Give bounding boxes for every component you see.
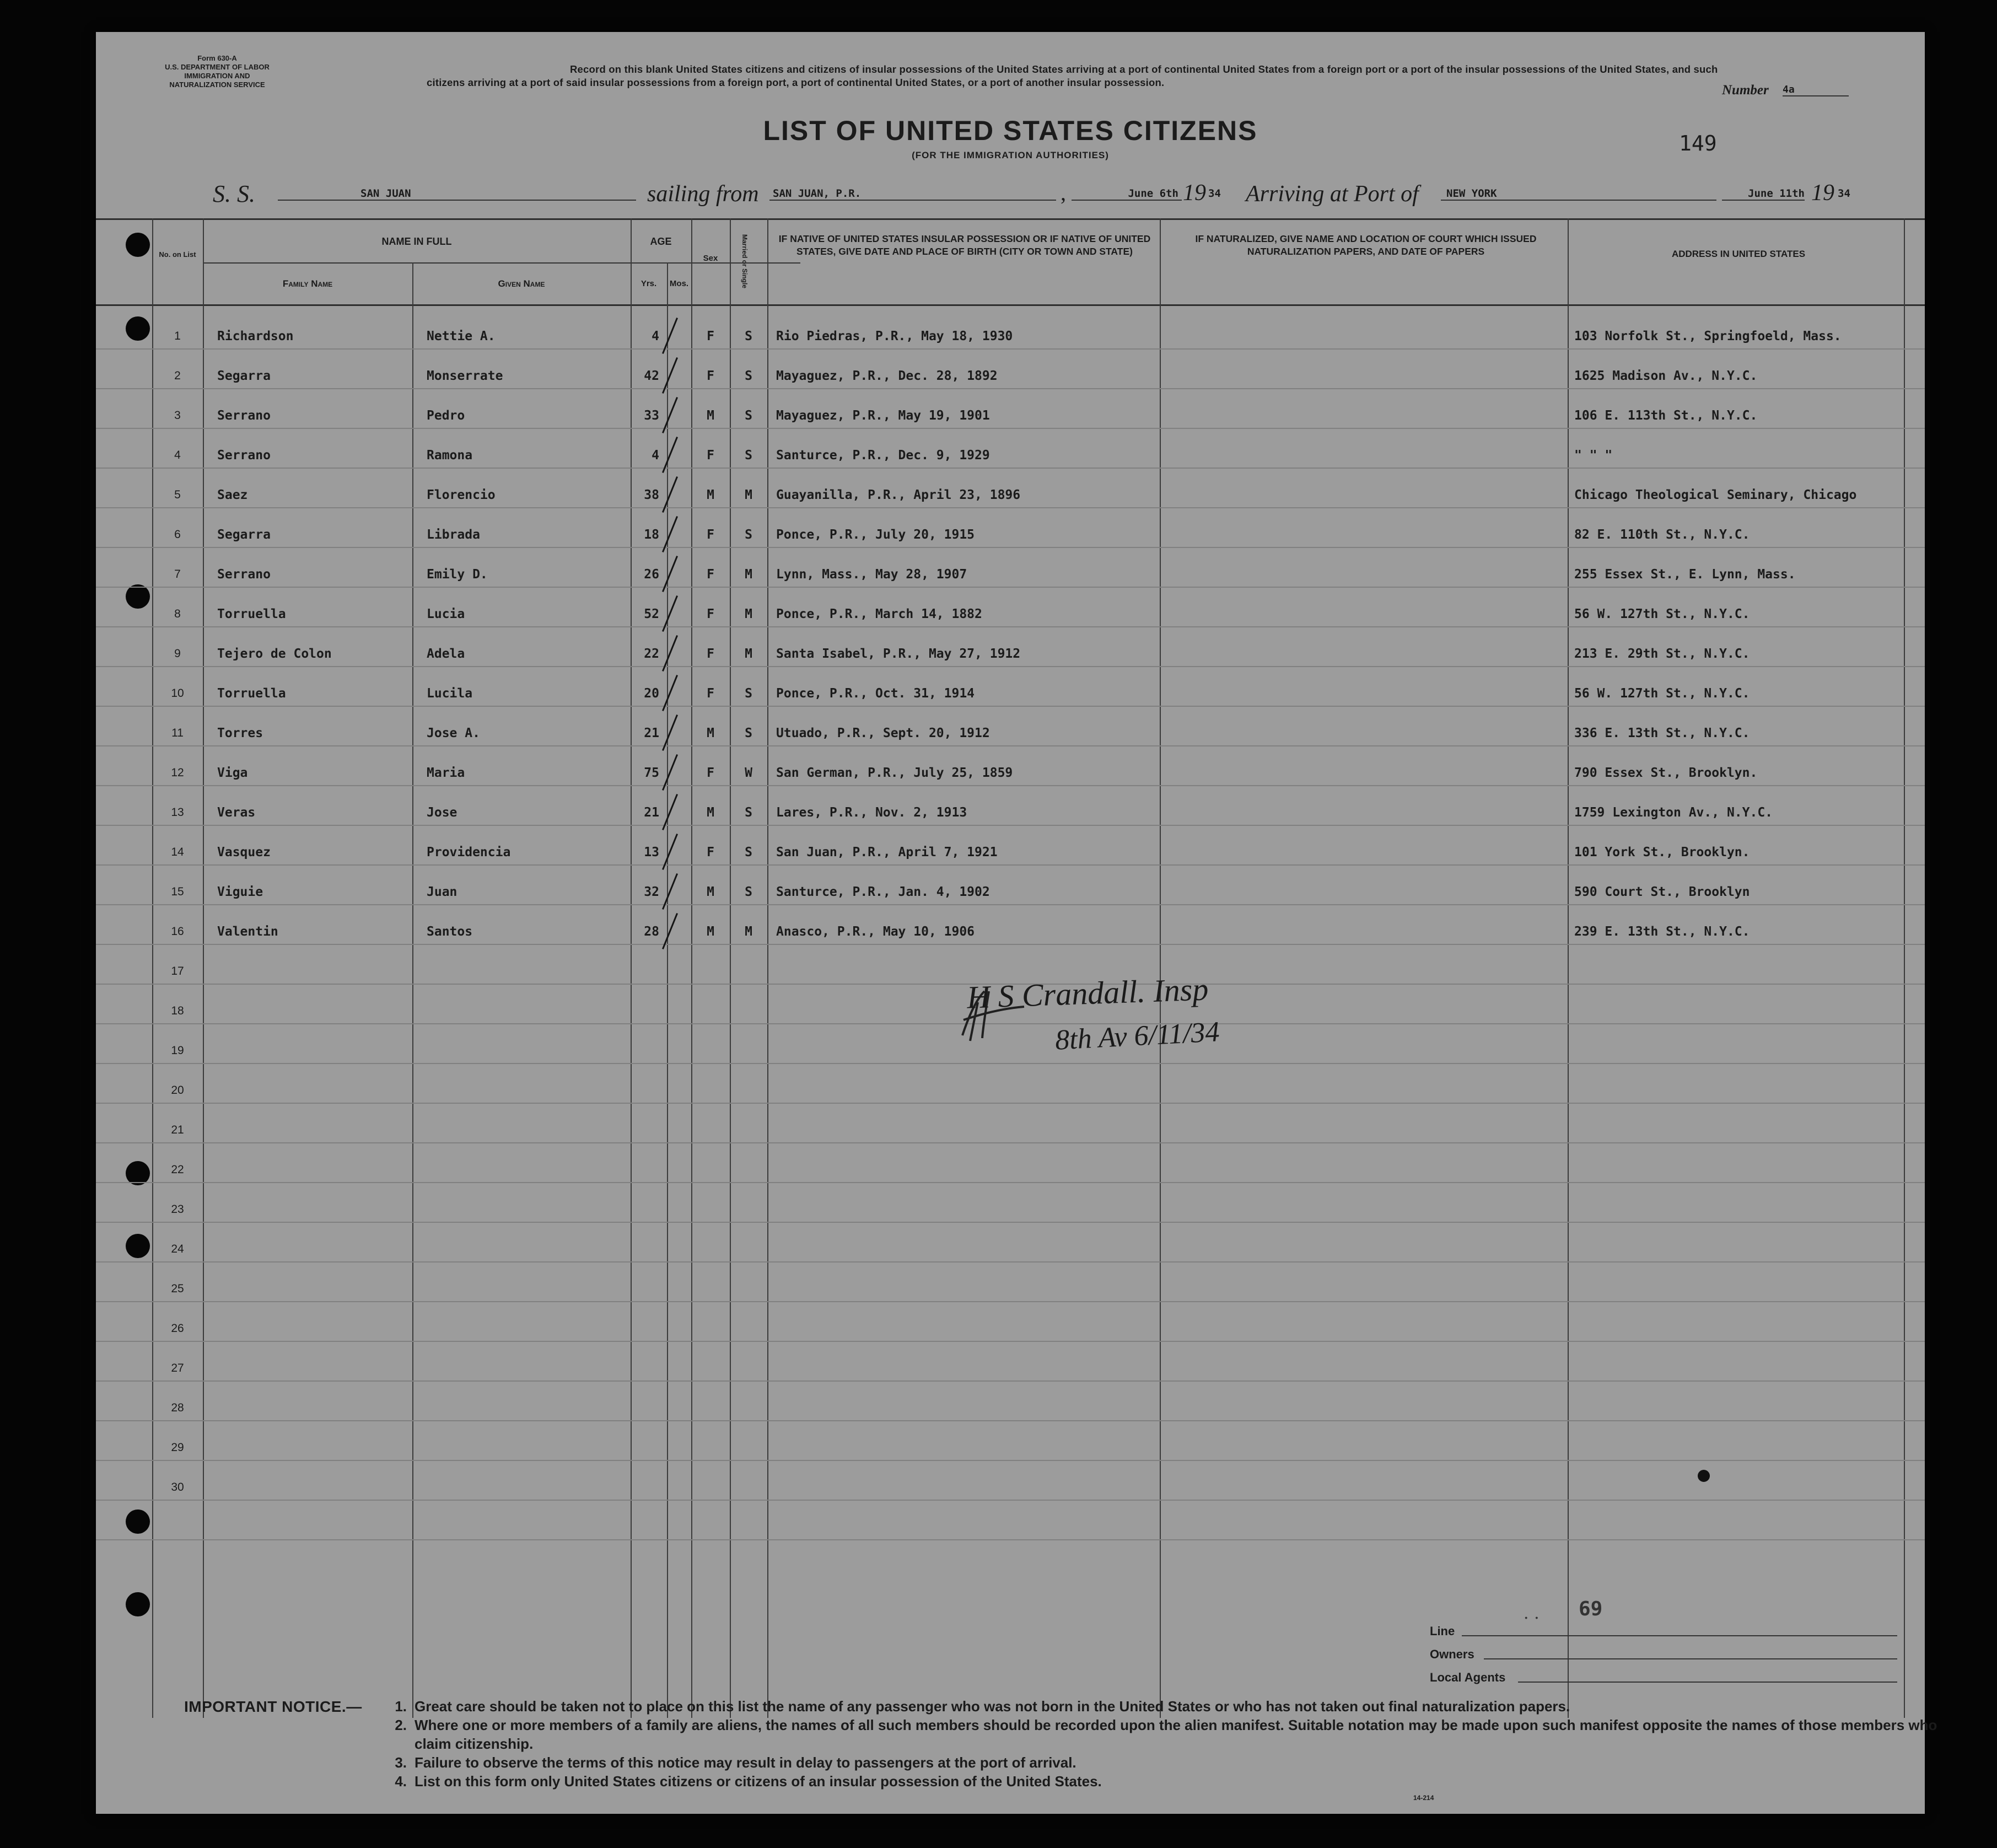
col-divider: [1160, 218, 1161, 1718]
cell-given: Pedro: [427, 409, 465, 423]
row-rule: [96, 1460, 1925, 1461]
cell-address: 790 Essex St., Brooklyn.: [1574, 766, 1758, 780]
notice-item-number: 4.: [395, 1773, 407, 1790]
cell-no: 10: [171, 687, 184, 700]
notice-item: [391, 1716, 1968, 1753]
header-given-name: Given Name: [498, 278, 545, 289]
row-rule: [96, 864, 1925, 866]
row-rule: [96, 785, 1925, 786]
empty-row-number: 27: [171, 1362, 184, 1374]
row-rule: [96, 825, 1925, 826]
cell-yrs: 4: [652, 329, 659, 343]
cell-birth: Santurce, P.R., Dec. 9, 1929: [776, 448, 990, 463]
cell-birth: Mayaguez, P.R., May 19, 1901: [776, 409, 990, 423]
cell-birth: Santurce, P.R., Jan. 4, 1902: [776, 885, 990, 899]
cell-sex: M: [707, 925, 714, 939]
cell-no: 12: [171, 766, 184, 779]
cell-birth: Santa Isabel, P.R., May 27, 1912: [776, 647, 1021, 661]
col-divider: [203, 218, 204, 1718]
row-rule: [96, 1420, 1925, 1421]
row-rule: [96, 428, 1925, 429]
cell-family: Tejero de Colon: [217, 647, 332, 661]
manifest-sheet: [96, 32, 1937, 1814]
cell-family: Saez: [217, 488, 248, 502]
arrival-date: June 11th: [1722, 187, 1805, 201]
cell-family: Serrano: [217, 567, 271, 582]
cell-family: Torruella: [217, 686, 286, 701]
cell-ms: S: [745, 885, 752, 899]
cell-no: 6: [174, 528, 181, 541]
local-agents-label: Local Agents: [1430, 1670, 1506, 1684]
cell-birth: Ponce, P.R., March 14, 1882: [776, 607, 982, 621]
page-subtitle: (FOR THE IMMIGRATION AUTHORITIES): [912, 150, 1109, 160]
row-rule: [96, 1222, 1925, 1223]
empty-row-number: 22: [171, 1163, 184, 1176]
cell-yrs: 26: [644, 567, 659, 582]
row-rule: [96, 348, 1925, 350]
notice-label: IMPORTANT NOTICE.—: [184, 1698, 362, 1715]
cell-sex: F: [707, 607, 714, 621]
cell-yrs: 75: [644, 766, 659, 780]
cell-sex: F: [707, 766, 714, 780]
cell-yrs: 42: [644, 369, 659, 383]
row-rule: [96, 904, 1925, 905]
cell-birth: Lynn, Mass., May 28, 1907: [776, 567, 967, 582]
page-title: LIST OF UNITED STATES CITIZENS: [763, 115, 1258, 146]
punch-hole: [126, 1509, 150, 1534]
cell-given: Providencia: [427, 845, 511, 859]
row-rule: [96, 706, 1925, 707]
cell-sex: M: [707, 409, 714, 423]
cell-yrs: 4: [652, 448, 659, 463]
cell-sex: F: [707, 647, 714, 661]
cell-given: Monserrate: [427, 369, 503, 383]
notice-list: [391, 1697, 1968, 1791]
table-top-rule: [96, 218, 1925, 220]
ss-label: S. S.: [213, 180, 255, 207]
notice-item: [391, 1753, 1968, 1772]
col-divider: [767, 218, 768, 1718]
cell-family: Segarra: [217, 528, 271, 542]
notice-item-text: Failure to observe the terms of this notice may result in delay to passengers at the port of arrival.: [415, 1754, 1076, 1771]
cell-family: Valentin: [217, 925, 278, 939]
cell-given: Ramona: [427, 448, 473, 463]
row-rule: [96, 547, 1925, 548]
empty-row-number: 23: [171, 1203, 184, 1216]
sail-date: June 6th: [1072, 187, 1182, 201]
cell-ms: M: [745, 488, 752, 502]
cell-yrs: 21: [644, 726, 659, 740]
inspector-signature-date: 8th Av 6/11/34: [1054, 1016, 1220, 1056]
cell-birth: Anasco, P.R., May 10, 1906: [776, 925, 975, 939]
notice-item-number: 2.: [395, 1717, 407, 1733]
punch-hole: [126, 233, 150, 257]
cell-no: 8: [174, 608, 181, 620]
cell-no: 3: [174, 409, 181, 422]
cell-sex: M: [707, 726, 714, 740]
line-underline: [1462, 1635, 1897, 1636]
line-label: Line: [1430, 1624, 1455, 1638]
notice-item-text: Great care should be taken not to place on this list the name of any passenger who was not born in the United States or who has not taken out final naturalization papers.: [415, 1698, 1570, 1715]
cell-no: 4: [174, 449, 181, 461]
arrival-port: NEW YORK: [1441, 187, 1716, 201]
row-rule: [96, 468, 1925, 469]
cell-given: Florencio: [427, 488, 496, 502]
cell-sex: M: [707, 488, 714, 502]
cell-sex: F: [707, 448, 714, 463]
cell-ms: W: [745, 766, 752, 780]
cell-address: 255 Essex St., E. Lynn, Mass.: [1574, 567, 1796, 582]
header-name-in-full: NAME IN FULL: [381, 236, 452, 247]
cell-sex: M: [707, 805, 714, 820]
header-married-or-single: Married or Single: [741, 234, 749, 289]
cell-no: 9: [174, 647, 181, 660]
cell-no: 16: [171, 925, 184, 938]
sailing-from-label: sailing from: [647, 181, 759, 207]
cell-yrs: 32: [644, 885, 659, 899]
punch-hole: [126, 316, 150, 341]
cell-given: Juan: [427, 885, 457, 899]
cell-birth: Rio Piedras, P.R., May 18, 1930: [776, 329, 1013, 343]
cell-family: Richardson: [217, 329, 294, 343]
cell-given: Nettie A.: [427, 329, 496, 343]
number-value: 4a: [1783, 84, 1849, 96]
cell-yrs: 52: [644, 607, 659, 621]
row-rule: [96, 388, 1925, 389]
row-rule: [96, 1301, 1925, 1302]
form-id-line: NATURALIZATION SERVICE: [169, 80, 265, 89]
cell-address: 239 E. 13th St., N.Y.C.: [1574, 925, 1750, 939]
cell-family: Vasquez: [217, 845, 271, 859]
cell-birth: San German, P.R., July 25, 1859: [776, 766, 1013, 780]
cell-ms: M: [745, 567, 752, 582]
local-agents-underline: [1518, 1682, 1897, 1683]
cell-given: Lucia: [427, 607, 465, 621]
col-divider: [631, 218, 632, 1718]
row-rule: [96, 626, 1925, 627]
punch-hole: [126, 1592, 150, 1616]
cell-given: Maria: [427, 766, 465, 780]
cell-yrs: 38: [644, 488, 659, 502]
row-rule: [96, 587, 1925, 588]
empty-row-number: 21: [171, 1124, 184, 1136]
row-rule: [96, 507, 1925, 508]
row-rule: [96, 1182, 1925, 1183]
number-label: Number: [1722, 83, 1769, 98]
header-native-birth: IF NATIVE OF UNITED STATES INSULAR POSSESSION OR IF NATIVE OF UNITED STATES, GIVE DATE AND PLACE OF BIRTH (CITY OR TOWN AND STATE): [778, 233, 1151, 257]
cell-given: Emily D.: [427, 567, 488, 582]
header-naturalized: IF NATURALIZED, GIVE NAME AND LOCATION OF COURT WHICH ISSUED NATURALIZATION PAPERS, AND DATE OF PAPERS: [1195, 233, 1537, 257]
cell-birth: San Juan, P.R., April 7, 1921: [776, 845, 998, 859]
sail-year-prefix: 19: [1183, 180, 1206, 206]
empty-row-number: 19: [171, 1044, 184, 1057]
cell-address: 590 Court St., Brooklyn: [1574, 885, 1750, 899]
cell-ms: M: [745, 925, 752, 939]
notice-item-text: Where one or more members of a family are aliens, the names of all such members should be recorded upon the alien manifest. Suitable notation may be made upon such manifest opposite the names of those members who claim citizenship.: [415, 1717, 1937, 1752]
cell-birth: Guayanilla, P.R., April 23, 1896: [776, 488, 1021, 502]
ship-name: SAN JUAN: [278, 187, 636, 201]
cell-ms: S: [745, 329, 752, 343]
cell-given: Adela: [427, 647, 465, 661]
cell-address: Chicago Theological Seminary, Chicago: [1574, 488, 1857, 502]
notice-label-text: IMPORTANT NOTICE.: [184, 1698, 347, 1715]
cell-address: 82 E. 110th St., N.Y.C.: [1574, 528, 1750, 542]
cell-family: Serrano: [217, 448, 271, 463]
punch-hole: [126, 1234, 150, 1258]
empty-row-number: 20: [171, 1084, 184, 1097]
cell-address: 56 W. 127th St., N.Y.C.: [1574, 607, 1750, 621]
cell-no: 13: [171, 806, 184, 819]
row-rule: [96, 1261, 1925, 1263]
inspector-signature: H S Crandall. Insp: [966, 971, 1209, 1016]
cell-family: Torres: [217, 726, 263, 740]
cell-family: Veras: [217, 805, 256, 820]
cell-address: 101 York St., Brooklyn.: [1574, 845, 1750, 859]
cell-address: 213 E. 29th St., N.Y.C.: [1574, 647, 1750, 661]
col-divider: [691, 218, 692, 1718]
empty-row-number: 28: [171, 1401, 184, 1414]
cell-ms: S: [745, 369, 752, 383]
cell-ms: S: [745, 726, 752, 740]
header-family-name: Family Name: [282, 278, 333, 289]
cell-yrs: 13: [644, 845, 659, 859]
cell-sex: F: [707, 329, 714, 343]
cell-family: Viga: [217, 766, 248, 780]
cell-given: Librada: [427, 528, 480, 542]
col-divider: [730, 218, 731, 1718]
notice-item: [391, 1772, 1968, 1791]
empty-row-number: 25: [171, 1282, 184, 1295]
header-sex: Sex: [703, 254, 718, 263]
cell-family: Viguie: [217, 885, 263, 899]
cell-ms: S: [745, 409, 752, 423]
table-header-rule: [96, 304, 1925, 306]
cell-ms: M: [745, 607, 752, 621]
cell-no: 1: [174, 330, 181, 342]
cell-sex: F: [707, 845, 714, 859]
cell-ms: M: [745, 647, 752, 661]
empty-row-number: 24: [171, 1243, 184, 1255]
cell-ms: S: [745, 528, 752, 542]
empty-row-number: 29: [171, 1441, 184, 1454]
stamp-number: 69: [1579, 1598, 1603, 1620]
cell-yrs: 22: [644, 647, 659, 661]
form-id-line: Form 630-A: [197, 54, 237, 62]
row-rule: [96, 1539, 1925, 1540]
cell-birth: Utuado, P.R., Sept. 20, 1912: [776, 726, 990, 740]
punch-hole: [126, 584, 150, 609]
header-no-on-list: No. on List: [159, 250, 196, 259]
cell-birth: Ponce, P.R., July 20, 1915: [776, 528, 975, 542]
cell-address: 103 Norfolk St., Springfoeld, Mass.: [1574, 329, 1842, 343]
arrival-year: 34: [1838, 187, 1850, 200]
cell-yrs: 18: [644, 528, 659, 542]
row-rule: [96, 1103, 1925, 1104]
owners-label: Owners: [1430, 1647, 1474, 1661]
cell-yrs: 21: [644, 805, 659, 820]
form-id-block: [146, 54, 289, 89]
comma: ,: [1061, 180, 1066, 205]
cell-ms: S: [745, 845, 752, 859]
header-yrs: Yrs.: [640, 279, 657, 288]
header-age: AGE: [650, 236, 672, 247]
cell-address: 56 W. 127th St., N.Y.C.: [1574, 686, 1750, 701]
cell-ms: S: [745, 448, 752, 463]
cell-ms: S: [745, 686, 752, 701]
ink-blot: [1698, 1470, 1710, 1482]
cell-family: Segarra: [217, 369, 271, 383]
notice-item-text: List on this form only United States citizens or citizens of an insular possession of the United States.: [415, 1773, 1102, 1790]
owners-underline: [1484, 1658, 1897, 1659]
cell-family: Torruella: [217, 607, 286, 621]
cell-family: Serrano: [217, 409, 271, 423]
form-id-line: U.S. DEPARTMENT OF LABOR: [165, 63, 270, 71]
col-divider: [1904, 218, 1905, 1718]
cell-no: 2: [174, 369, 181, 382]
cell-sex: F: [707, 369, 714, 383]
cell-no: 5: [174, 488, 181, 501]
header-mos: Mos.: [669, 279, 689, 288]
from-port: SAN JUAN, P.R.: [769, 187, 1056, 201]
cell-yrs: 33: [644, 409, 659, 423]
empty-row-number: 17: [171, 965, 184, 977]
col-divider: [1568, 218, 1569, 1718]
notice-item: [391, 1697, 1968, 1716]
row-rule: [96, 944, 1925, 945]
cell-sex: F: [707, 686, 714, 701]
cell-no: 14: [171, 846, 184, 858]
cell-address: " " ": [1574, 448, 1613, 463]
form-id-line: IMMIGRATION AND: [184, 72, 250, 80]
cell-ms: S: [745, 805, 752, 820]
cell-no: 7: [174, 568, 181, 581]
form-instructions: Record on this blank United States citizens and citizens of insular possessions of the United States arriving at a port of continental United States from a foreign port or a port of the insular possessions of the United States, and such citizens arriving at a port of said insular possessions from a foreign port, a port of continental United States, or a port of another insular possession.: [427, 63, 1718, 88]
empty-row-number: 18: [171, 1004, 184, 1017]
cell-birth: Ponce, P.R., Oct. 31, 1914: [776, 686, 975, 701]
cell-given: Lucila: [427, 686, 473, 701]
notice-item-number: 3.: [395, 1754, 407, 1771]
row-rule: [96, 1500, 1925, 1501]
header-address: ADDRESS IN UNITED STATES: [1671, 249, 1806, 259]
footer-code: 14-214: [1413, 1794, 1434, 1802]
page-number: 149: [1679, 131, 1717, 155]
cell-birth: Lares, P.R., Nov. 2, 1913: [776, 805, 967, 820]
row-rule: [96, 666, 1925, 667]
cell-no: 15: [171, 885, 184, 898]
cell-birth: Mayaguez, P.R., Dec. 28, 1892: [776, 369, 998, 383]
empty-row-number: 26: [171, 1322, 184, 1335]
cell-given: Santos: [427, 925, 473, 939]
cell-address: 1759 Lexington Av., N.Y.C.: [1574, 805, 1773, 820]
row-rule: [96, 1380, 1925, 1382]
row-rule: [96, 1142, 1925, 1143]
empty-row-number: 30: [171, 1481, 184, 1494]
sail-year: 34: [1208, 187, 1221, 200]
cell-address: 336 E. 13th St., N.Y.C.: [1574, 726, 1750, 740]
notice-item-number: 1.: [395, 1698, 407, 1715]
cell-no: 11: [171, 727, 184, 739]
cell-given: Jose: [427, 805, 457, 820]
row-rule: [96, 745, 1925, 746]
cell-yrs: 28: [644, 925, 659, 939]
arriving-label: Arriving at Port of: [1246, 181, 1419, 207]
cell-address: 106 E. 113th St., N.Y.C.: [1574, 409, 1758, 423]
cell-sex: F: [707, 567, 714, 582]
cell-sex: M: [707, 885, 714, 899]
cell-address: 1625 Madison Av., N.Y.C.: [1574, 369, 1758, 383]
cell-sex: F: [707, 528, 714, 542]
cell-yrs: 20: [644, 686, 659, 701]
stamp-dots: · ·: [1524, 1609, 1540, 1628]
cell-given: Jose A.: [427, 726, 480, 740]
arrival-year-prefix: 19: [1811, 180, 1834, 206]
row-rule: [96, 1341, 1925, 1342]
